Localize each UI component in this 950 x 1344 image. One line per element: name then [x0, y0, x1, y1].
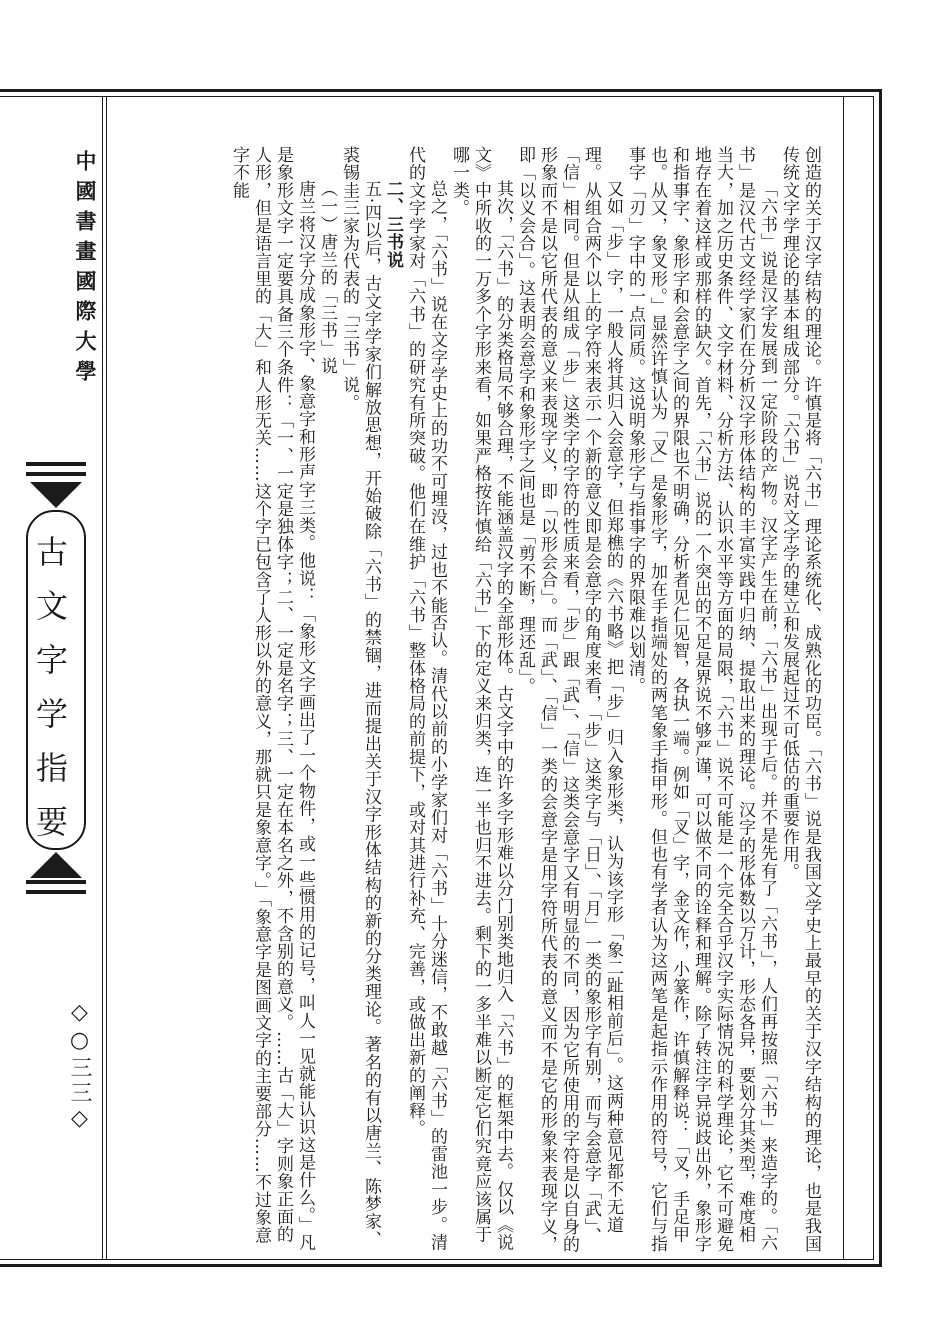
paragraph-2: 「六书」说是汉字发展到一定阶段的产物。汉字产生在前，「六书」出现于后。并不是先有了「六书」，人们再按照「六书」来造字的。「六书」是汉代古文经学家们在分析汉字形体结构的丰富实践中归纳、提取出来的理论。汉字的形体数以万计，形态各异，要划分其类型，难度相当大，加之历史条件、文字材料、分析方法、认识水平等方面的局限，「六书」说不可能是一个完全合乎汉字实际情况的科学理论，它不可避免地存在着这样或那样的缺欠。首先，「六书」说的一个突出的不足是界说不够严谨，可以做不同的诠释和理解。除了转注字异说歧出外，象形字和指事字、象形字和会意字之间的界限也不明确，分析者见仁见智，各执一端。例如「叉」字，金文作，小篆作，许慎解释说：「叉，手足甲也。从又，象叉形。」显然许慎认为「叉」是象形字，加在手指端处的两笔象手指甲形。但也有学者认为这两笔是起指示作用的符号，它们与指事字「刃」字中的一点同质。这说明象形字与指事字的界限难以划清。 — [625, 146, 777, 1253]
book-title: 古文字学指要 — [31, 535, 69, 859]
paragraph-3: 又如「步」字，一般人将其归入会意字，但郑樵的《六书略》把「步」归入象形类，认为该字形「象二趾相前后」。这两种意见都不无道理。从组合两个以上的字符来表示一个新的意义即是会意字的角度来看，「步」这类字与「日」、「月」一类的象形字有别，而与会意字「武」、「信」相同。但是从组成「步」这类字的字符的性质来看，「步」跟「武」、「信」这类会意字又有明显的不同，因为它所使用的字符是以自身的形象而不是以它所代表的意义来表现字义，即「以形会合」。而「武」、「信」一类的会意字是用字符所代表的意义而不是它的形象来表现字义，即「以义会合」。这表明会意字和象形字之间也是「剪不断，理还乱」。 — [515, 146, 623, 1254]
banner-top-bar — [26, 462, 86, 466]
subsection-heading: （一）唐兰的「三书」说 — [317, 180, 337, 375]
paragraph-5: 总之，「六书」说在文字学史上的功不可埋没，过也不能否认。清代以前的小学家们对「六书」十分迷信，不敢越「六书」的雷池一步。清代的文字学家对「六书」的研究有所突破。他们在维护「六书」整体格局的前提下，或对其进行补充、完善，或做出新的阐释。 — [405, 146, 447, 1252]
paragraph-4: 其次，「六书」的分类格局不够合理，不能涵盖汉字的全部形体。古文字中的许多字形难以分门别类地归入「六书」的框架中去。仅以《说文》中所收的一万多个字形来看，如果严格按许慎给「六书」下的定义来归类，连一半也归不进去。剩下的一多半难以断定它们究竟应该属于哪一类。 — [449, 146, 513, 1252]
page-number: ◇○三三◇ — [67, 1000, 92, 1134]
left-rule — [102, 96, 103, 1260]
left-rule-inner — [106, 96, 107, 1260]
banner-bottom-bar-2 — [26, 890, 86, 894]
banner-top-ornament — [30, 482, 82, 508]
banner-top-bar-2 — [26, 472, 86, 476]
banner-bottom-bar — [26, 880, 86, 884]
university-header: 中國書畫國際大學 — [73, 150, 98, 390]
body-text — [162, 146, 822, 1256]
section-heading: 二、三书说 — [383, 180, 403, 269]
paragraph-1: 创造的关于汉字结构的理论。许慎是将「六书」理论系统化、成熟化的功臣。「六书」说是我国文学史上最早的关于汉字结构的理论，也是我国传统文字学理论的基本组成部分。「六书」说对文字学的建立和发展起过不可低估的重要作用。 — [779, 146, 821, 1253]
paragraph-6: 五·四以后，古文字学家们解放思想，开始破除「六书」的禁锢，进而提出关于汉字形体结构的新的分类理论。著名的有以唐兰、陈梦家、裘锡圭三家为代表的「三书」说。 — [339, 146, 381, 1249]
paragraph-7: 唐兰将汉字分成象形字、象意字和形声字三类。他说：「象形文字画出了一个物件，或一些惯用的记号，叫人一见就能认识这是什么。」凡是象形文字一定要具备三个条件：「一、一定是独体字；二、一定是名字；三、一定在本名之外，不含别的意义。……古「大」字则象正面的人形，但是语言里的「大」和人形无关……这个字已包含了人形以外的意义，那就只是象意字。」「象意字是图画文字的主要部分……不过象意字不能 — [229, 146, 315, 1252]
right-rule — [843, 96, 844, 1260]
